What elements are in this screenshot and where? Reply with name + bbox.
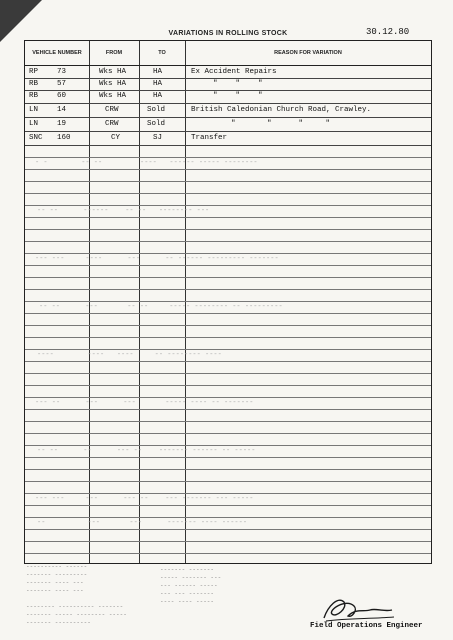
from-cell: Wks HA <box>99 80 127 88</box>
from-cell: CY <box>111 134 121 142</box>
vehicle-class: SNC <box>29 134 43 142</box>
show-through-text: --- -- --- --- ----- ---- -- ------- <box>35 399 254 407</box>
to-cell: HA <box>153 92 163 100</box>
document-title: VARIATIONS IN ROLLING STOCK <box>168 30 288 37</box>
to-cell: SJ <box>153 134 163 142</box>
reason-cell: Ex Accident Repairs <box>191 68 277 76</box>
vehicle-number: 60 <box>57 92 67 100</box>
show-through-text: --- --- ---- --- -- ------ --------- ------- <box>35 255 279 263</box>
vehicle-number: 73 <box>57 68 67 76</box>
show-through-distribution: ------- ------- ----- ------- --- --- ------ ----- --- --- ------- ---- ---- ----- <box>160 566 222 605</box>
header-reason: REASON FOR VARIATION <box>274 49 342 56</box>
vehicle-class: RP <box>29 68 39 76</box>
folded-corner <box>0 0 42 42</box>
header-to: TO <box>158 49 166 56</box>
document-date: 30.12.80 <box>366 27 410 37</box>
from-cell: Wks HA <box>99 92 127 100</box>
from-cell: Wks HA <box>99 68 127 76</box>
vehicle-number: 19 <box>57 120 67 128</box>
table-row <box>25 133 431 145</box>
signature-role: Field Operations Engineer <box>310 622 423 630</box>
from-cell: CRW <box>105 120 119 128</box>
show-through-text: -- --- --- ------- ---- ------ <box>37 519 248 527</box>
variations-table <box>24 40 432 564</box>
reason-cell: " " " <box>213 92 263 100</box>
to-cell: HA <box>153 68 163 76</box>
show-through-text: --- --- --- --- -- --- ------- --- ----- <box>35 495 254 503</box>
vehicle-class: LN <box>29 106 39 114</box>
header-from: FROM <box>105 49 123 56</box>
to-cell: Sold <box>147 120 166 128</box>
reason-cell: " " " <box>213 80 263 88</box>
to-cell: HA <box>153 80 163 88</box>
vehicle-number: 160 <box>57 134 71 142</box>
vehicle-class: RB <box>29 80 39 88</box>
table-row <box>25 105 431 117</box>
show-through-text: -- -- -- --- -- ------- ------ -- ----- <box>37 447 256 455</box>
header-vehicle-number: VEHICLE NUMBER <box>32 49 82 56</box>
to-cell: Sold <box>147 106 166 114</box>
show-through-text: -- -- --- -- -- ----- -------- -- --------- <box>39 303 283 311</box>
from-cell: CRW <box>105 106 119 114</box>
reason-cell: Transfer <box>191 134 228 142</box>
show-through-text: ---- ---- ---- -- -------- ---- <box>37 351 222 359</box>
table-row <box>25 119 431 131</box>
table-row <box>25 91 431 103</box>
vehicle-number: 14 <box>57 106 67 114</box>
vehicle-class: LN <box>29 120 39 128</box>
vehicle-number: 57 <box>57 80 67 88</box>
reason-cell: " " " " <box>213 120 331 128</box>
vehicle-class: RB <box>29 92 39 100</box>
show-through-text: - - -- -- ---- ------ ----- -------- <box>35 159 258 167</box>
reason-cell: British Caledonian Church Road, Crawley. <box>191 106 372 114</box>
show-through-distribution: ---------- ------ ------- --------- ------- ---- --- ------- ---- --- -------- ---------- ------- ------- ----- -------- ----- ------- ---------- <box>26 563 127 626</box>
show-through-text: -- -- ------ -- -- -------- --- <box>37 207 210 215</box>
